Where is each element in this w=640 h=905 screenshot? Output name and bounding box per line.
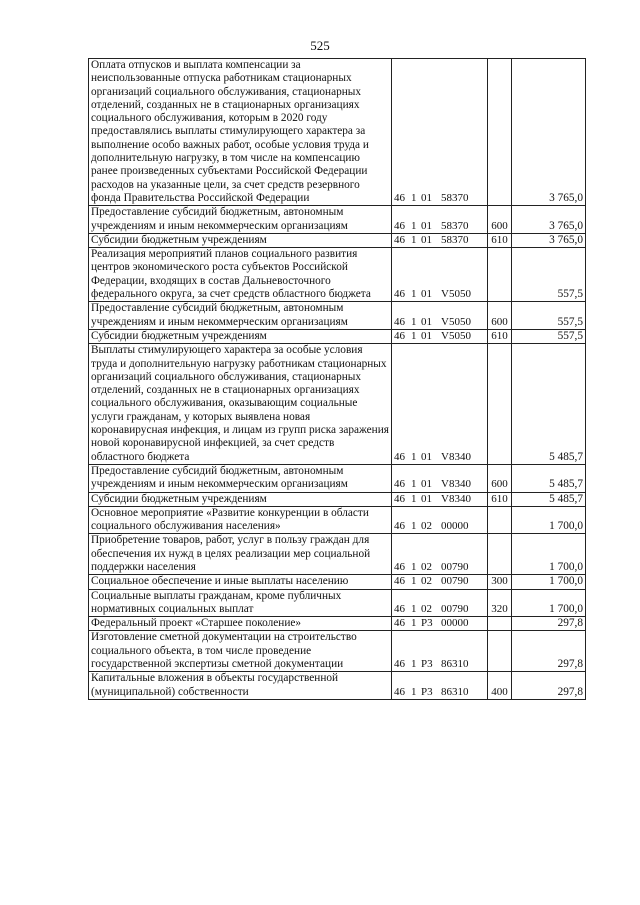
code-part-c2: 1 xyxy=(411,233,417,246)
table-row xyxy=(89,206,586,234)
row-expense-type: 600 xyxy=(488,206,512,234)
code-part-c3: 02 xyxy=(421,560,432,573)
row-expense-type xyxy=(488,506,512,534)
code-part-c3: 01 xyxy=(421,329,432,342)
code-part-c1: 46 xyxy=(394,233,405,246)
code-part-c2: 1 xyxy=(411,560,417,573)
row-sum: 1 700,0 xyxy=(512,534,586,575)
row-sum: 5 485,7 xyxy=(512,464,586,492)
code-part-c2: 1 xyxy=(411,575,417,588)
table-row xyxy=(89,631,586,672)
code-part-c3: 02 xyxy=(421,520,432,533)
table-row xyxy=(89,248,586,302)
code-part-c2: 1 xyxy=(411,617,417,630)
row-name: Субсидии бюджетным учреждениям xyxy=(89,233,392,247)
code-part-c3: 02 xyxy=(421,575,432,588)
row-name: Предоставление субсидий бюджетным, автономным учреждениям и иным некоммерческим организациям xyxy=(89,206,392,234)
code-part-c1: 46 xyxy=(394,617,405,630)
row-code xyxy=(392,575,488,589)
code-part-c3: 01 xyxy=(421,233,432,246)
row-sum: 297,8 xyxy=(512,631,586,672)
row-sum: 5 485,7 xyxy=(512,344,586,465)
code-part-c2: 1 xyxy=(411,492,417,505)
code-part-c4: 86310 xyxy=(441,658,469,671)
code-part-c3: P3 xyxy=(421,617,433,630)
row-code xyxy=(392,506,488,534)
code-part-c3: 01 xyxy=(421,191,432,204)
code-part-c3: 01 xyxy=(421,315,432,328)
table-row xyxy=(89,617,586,631)
code-part-c4: V5050 xyxy=(441,329,471,342)
code-part-c2: 1 xyxy=(411,685,417,698)
code-part-c2: 1 xyxy=(411,520,417,533)
row-code xyxy=(392,631,488,672)
code-part-c4: V8340 xyxy=(441,492,471,505)
code-part-c2: 1 xyxy=(411,450,417,463)
row-expense-type: 600 xyxy=(488,464,512,492)
code-part-c4: V5050 xyxy=(441,315,471,328)
table-row xyxy=(89,233,586,247)
row-code xyxy=(392,248,488,302)
row-expense-type: 320 xyxy=(488,589,512,617)
row-expense-type: 600 xyxy=(488,302,512,330)
code-part-c2: 1 xyxy=(411,658,417,671)
code-part-c2: 1 xyxy=(411,329,417,342)
code-part-c1: 46 xyxy=(394,329,405,342)
table-row xyxy=(89,492,586,506)
code-part-c3: P3 xyxy=(421,658,433,671)
row-code xyxy=(392,344,488,465)
table-row xyxy=(89,506,586,534)
row-sum: 3 765,0 xyxy=(512,59,586,206)
table-row xyxy=(89,59,586,206)
code-part-c1: 46 xyxy=(394,450,405,463)
table-row xyxy=(89,344,586,465)
row-code xyxy=(392,492,488,506)
row-sum: 297,8 xyxy=(512,617,586,631)
row-name: Выплаты стимулирующего характера за особые условия труда и дополнительную нагрузку работникам стационарных организаций социального обслуживания, стационарных отделений, созданных не в стационарных организациях социального обслуживания, оказывающим социальные услуги гражданам, у которых выявлена новая коронавирусная инфекция, и лицам из групп риска заражения новой коронавирусной инфекцией, за счет средств областного бюджета xyxy=(89,344,392,465)
code-part-c1: 46 xyxy=(394,685,405,698)
code-part-c1: 46 xyxy=(394,520,405,533)
code-part-c1: 46 xyxy=(394,288,405,301)
code-part-c1: 46 xyxy=(394,492,405,505)
row-code xyxy=(392,464,488,492)
code-part-c2: 1 xyxy=(411,602,417,615)
budget-table-body xyxy=(89,59,586,700)
code-part-c2: 1 xyxy=(411,219,417,232)
code-part-c3: P3 xyxy=(421,685,433,698)
row-sum: 3 765,0 xyxy=(512,206,586,234)
table-row xyxy=(89,329,586,343)
code-part-c2: 1 xyxy=(411,191,417,204)
row-expense-type: 610 xyxy=(488,329,512,343)
code-part-c3: 01 xyxy=(421,450,432,463)
table-row xyxy=(89,534,586,575)
code-part-c4: 00000 xyxy=(441,520,469,533)
row-name: Реализация мероприятий планов социального развития центров экономического роста субъектов Российской Федерации, входящих в состав Дальневосточного федерального округа, за счет средств областного бюджета xyxy=(89,248,392,302)
row-code xyxy=(392,302,488,330)
code-part-c3: 01 xyxy=(421,219,432,232)
code-part-c4: 58370 xyxy=(441,219,469,232)
row-name: Капитальные вложения в объекты государственной (муниципальной) собственности xyxy=(89,672,392,700)
code-part-c3: 01 xyxy=(421,492,432,505)
code-part-c4: V8340 xyxy=(441,450,471,463)
code-part-c3: 01 xyxy=(421,478,432,491)
row-code xyxy=(392,206,488,234)
code-part-c1: 46 xyxy=(394,191,405,204)
page-number: 525 xyxy=(310,38,330,53)
code-part-c3: 01 xyxy=(421,288,432,301)
row-sum: 557,5 xyxy=(512,248,586,302)
row-name: Субсидии бюджетным учреждениям xyxy=(89,329,392,343)
code-part-c4: V8340 xyxy=(441,478,471,491)
row-expense-type: 610 xyxy=(488,492,512,506)
row-expense-type: 400 xyxy=(488,672,512,700)
code-part-c4: 00790 xyxy=(441,575,469,588)
row-code xyxy=(392,233,488,247)
code-part-c3: 02 xyxy=(421,602,432,615)
row-name: Основное мероприятие «Развитие конкуренции в области социального обслуживания населения» xyxy=(89,506,392,534)
code-part-c4: 58370 xyxy=(441,191,469,204)
row-code xyxy=(392,589,488,617)
code-part-c4: 00790 xyxy=(441,602,469,615)
row-code xyxy=(392,534,488,575)
code-part-c1: 46 xyxy=(394,478,405,491)
code-part-c4: 58370 xyxy=(441,233,469,246)
code-part-c4: 00790 xyxy=(441,560,469,573)
code-part-c2: 1 xyxy=(411,315,417,328)
row-code xyxy=(392,59,488,206)
table-row xyxy=(89,672,586,700)
row-name: Социальные выплаты гражданам, кроме публичных нормативных социальных выплат xyxy=(89,589,392,617)
code-part-c1: 46 xyxy=(394,602,405,615)
row-name: Предоставление субсидий бюджетным, автономным учреждениям и иным некоммерческим организациям xyxy=(89,302,392,330)
row-name: Изготовление сметной документации на строительство социального объекта, в том числе проведение государственной экспертизы сметной документации xyxy=(89,631,392,672)
row-sum: 1 700,0 xyxy=(512,575,586,589)
row-expense-type: 300 xyxy=(488,575,512,589)
code-part-c1: 46 xyxy=(394,219,405,232)
row-code xyxy=(392,329,488,343)
row-name: Субсидии бюджетным учреждениям xyxy=(89,492,392,506)
code-part-c4: 00000 xyxy=(441,617,469,630)
row-sum: 297,8 xyxy=(512,672,586,700)
table-row xyxy=(89,589,586,617)
row-name: Федеральный проект «Старшее поколение» xyxy=(89,617,392,631)
row-expense-type: 610 xyxy=(488,233,512,247)
code-part-c1: 46 xyxy=(394,575,405,588)
code-part-c2: 1 xyxy=(411,288,417,301)
table-row xyxy=(89,575,586,589)
row-name: Приобретение товаров, работ, услуг в пользу граждан для обеспечения их нужд в целях реализации мер социальной поддержки населения xyxy=(89,534,392,575)
row-sum: 3 765,0 xyxy=(512,233,586,247)
row-expense-type xyxy=(488,631,512,672)
row-sum: 557,5 xyxy=(512,302,586,330)
table-row xyxy=(89,464,586,492)
row-expense-type xyxy=(488,617,512,631)
row-expense-type xyxy=(488,59,512,206)
row-name: Предоставление субсидий бюджетным, автономным учреждениям и иным некоммерческим организациям xyxy=(89,464,392,492)
row-code xyxy=(392,672,488,700)
row-sum: 557,5 xyxy=(512,329,586,343)
code-part-c1: 46 xyxy=(394,560,405,573)
row-sum: 5 485,7 xyxy=(512,492,586,506)
code-part-c4: V5050 xyxy=(441,288,471,301)
row-expense-type xyxy=(488,344,512,465)
row-name: Оплата отпусков и выплата компенсации за неиспользованные отпуска работникам стационарных организаций социального обслуживания, стационарных отделений, созданных не в стационарных организациях социального обслуживания, которым в 2020 году предоставлялись выплаты стимулирующего характера за выполнение особо важных работ, особые условия труда и дополнительную нагрузку, в том числе на компенсацию ранее произведенных субъектами Российской Федерации расходов на указанные цели, за счет средств резервного фонда Правительства Российской Федерации xyxy=(89,59,392,206)
code-part-c4: 86310 xyxy=(441,685,469,698)
row-expense-type xyxy=(488,248,512,302)
row-name: Социальное обеспечение и иные выплаты населению xyxy=(89,575,392,589)
budget-table xyxy=(88,58,586,700)
code-part-c1: 46 xyxy=(394,315,405,328)
code-part-c1: 46 xyxy=(394,658,405,671)
row-expense-type xyxy=(488,534,512,575)
row-code xyxy=(392,617,488,631)
row-sum: 1 700,0 xyxy=(512,589,586,617)
code-part-c2: 1 xyxy=(411,478,417,491)
table-row xyxy=(89,302,586,330)
row-sum: 1 700,0 xyxy=(512,506,586,534)
